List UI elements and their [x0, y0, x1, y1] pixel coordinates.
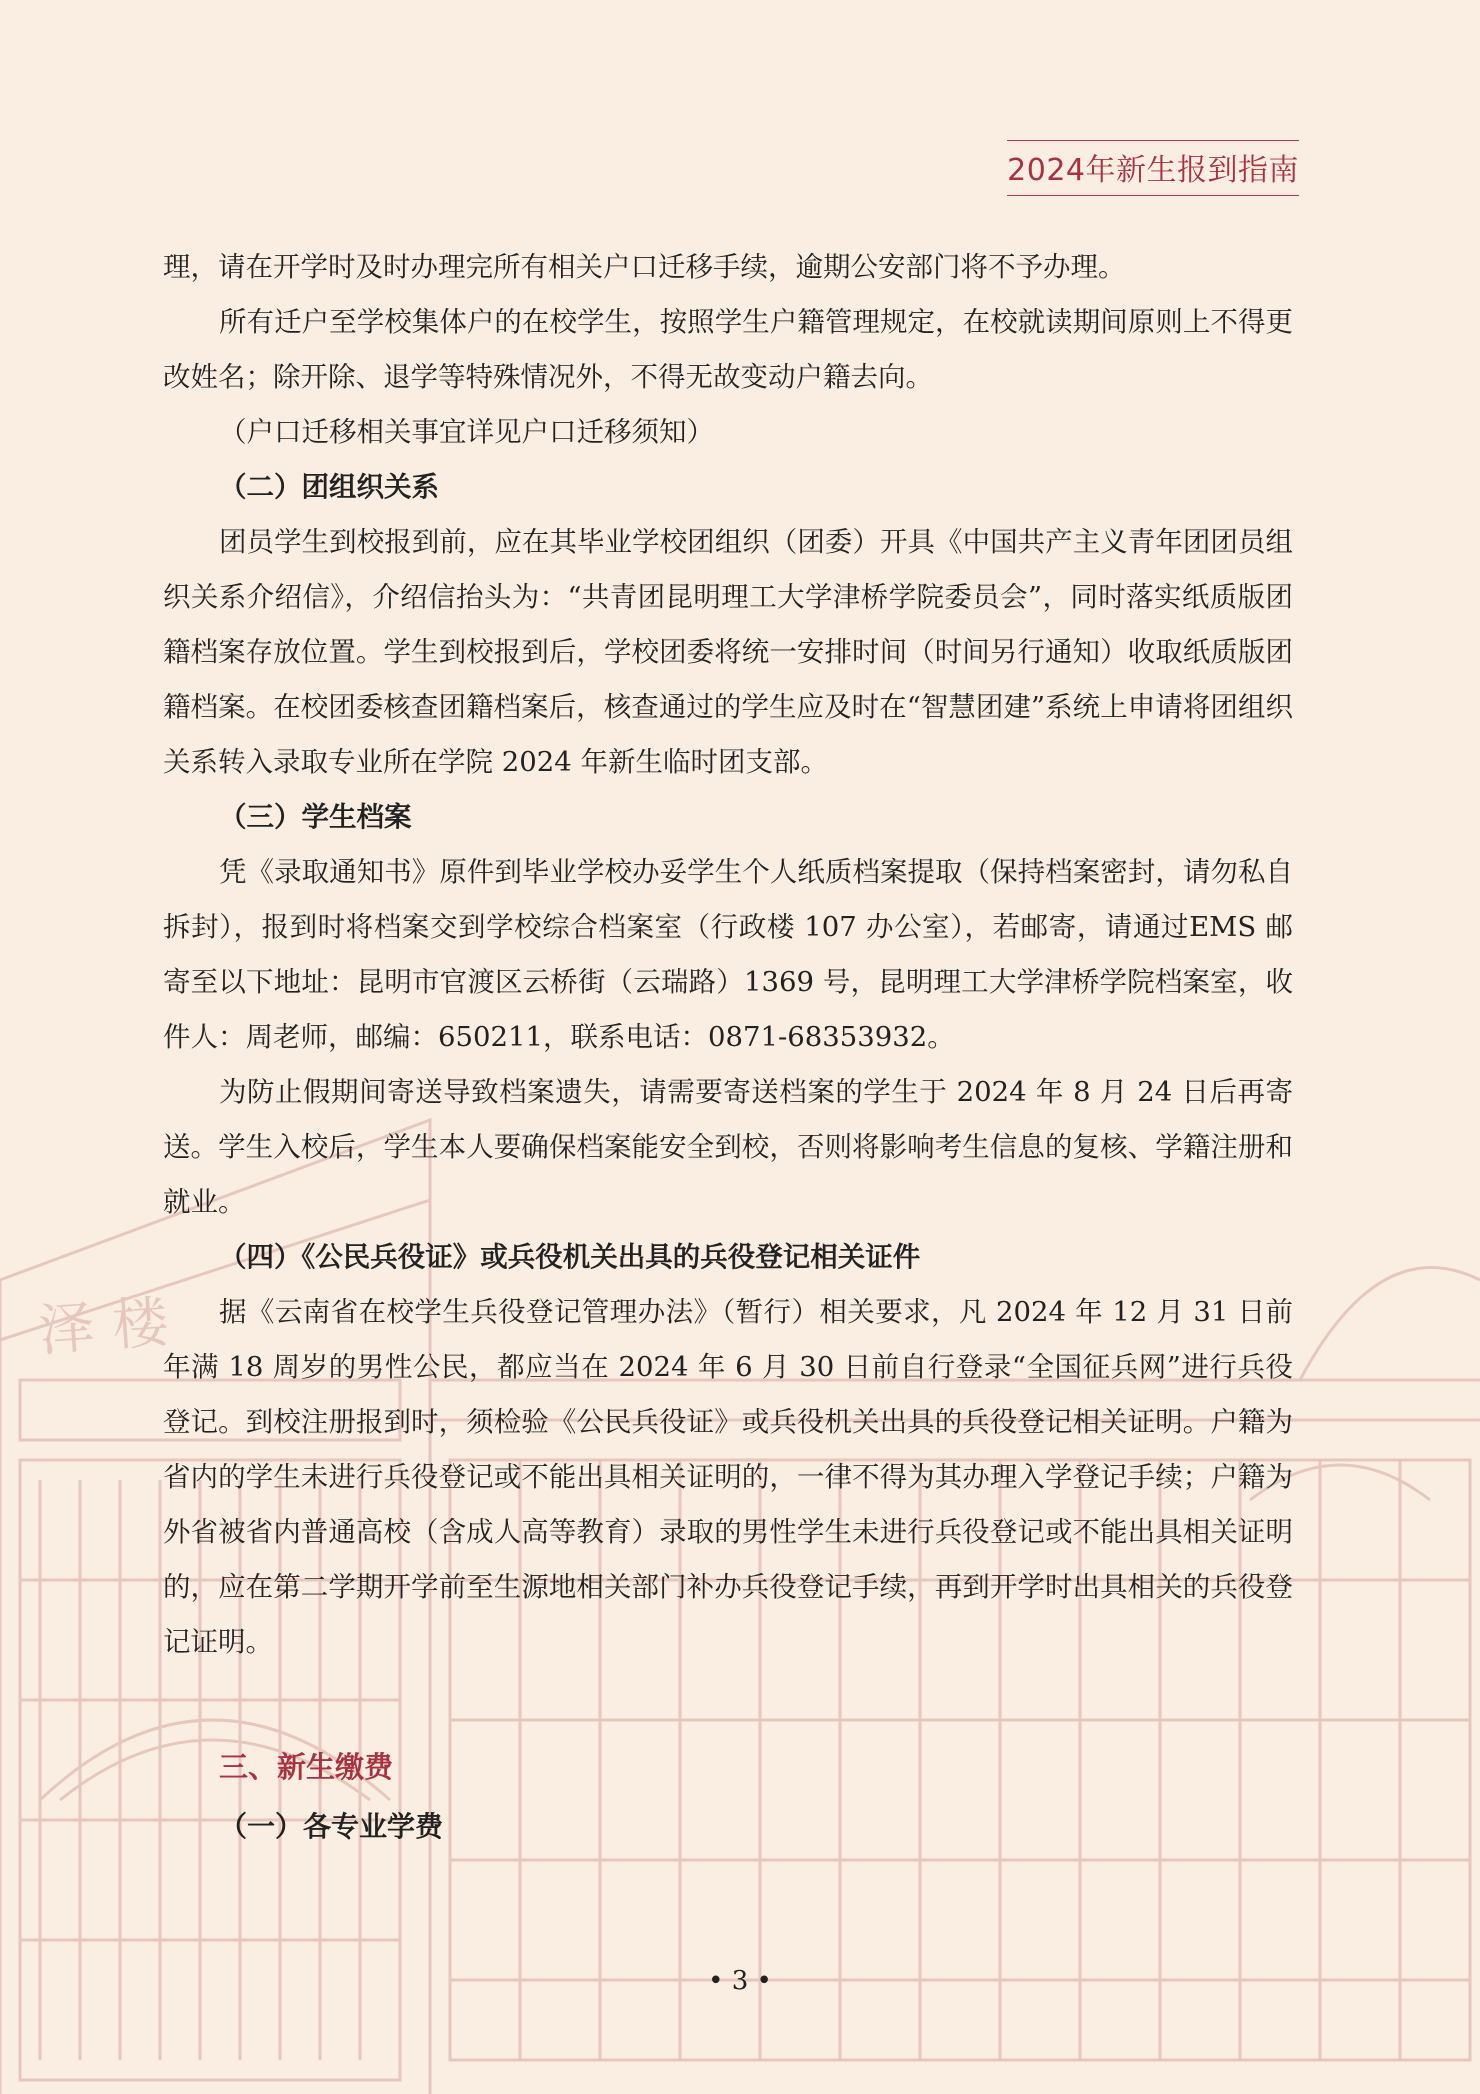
- section-heading: （三）学生档案: [219, 801, 412, 833]
- paragraph: 团员学生到校报到前，应在其毕业学校团组织（团委）开具《中国共产主义青年团团员组织关系介绍信》，介绍信抬头为：“共青团昆明理工大学津桥学院委员会”，同时落实纸质版团籍档案存放位置。学生到校报到后，学校团委将统一安排时间（时间另行通知）收取纸质版团籍档案。在校团委核查团籍档案后，核查通过的学生应及时在“智慧团建”系统上申请将团组织关系转入录取专业所在学院 2024 年新生临时团支部。: [163, 526, 1293, 778]
- paragraph: 所有迁户至学校集体户的在校学生，按照学生户籍管理规定，在校就读期间原则上不得更改姓名；除开除、退学等特殊情况外，不得无故变动户籍去向。: [163, 306, 1293, 393]
- paragraph: 凭《录取通知书》原件到毕业学校办妥学生个人纸质档案提取（保持档案密封，请勿私自拆封），报到时将档案交到学校综合档案室（行政楼 107 办公室），若邮寄，请通过EMS 邮寄至以下地址：昆明市官渡区云桥街（云瑞路）1369 号，昆明理工大学津桥学院档案室，收件人：周老师，邮编：650211，联系电话：0871-68353932。: [163, 856, 1293, 1053]
- paragraph: 理，请在开学时及时办理完所有相关户口迁移手续，逾期公安部门将不予办理。: [163, 251, 1126, 283]
- note-paragraph: （户口迁移相关事宜详见户口迁移须知）: [219, 416, 714, 448]
- page-header-title: 2024年新生报到指南: [1007, 140, 1299, 196]
- chapter-title: 三、新生缴费: [219, 1750, 394, 1784]
- section-heading: （四）《公民兵役证》或兵役机关出具的兵役登记相关证件: [219, 1241, 921, 1273]
- document-body: [163, 240, 1293, 1670]
- page-number: • 3 •: [708, 1966, 772, 1996]
- section-heading: （一）各专业学费: [219, 1810, 444, 1843]
- paragraph: 为防止假期间寄送导致档案遗失，请需要寄送档案的学生于 2024 年 8 月 24 日后再寄送。学生入校后，学生本人要确保档案能安全到校，否则将影响考生信息的复核、学籍注册和就业。: [163, 1076, 1293, 1218]
- paragraph: 据《云南省在校学生兵役登记管理办法》（暂行）相关要求，凡 2024 年 12 月 31 日前年满 18 周岁的男性公民，都应当在 2024 年 6 月 30 日前自行登录“全国征兵网”进行兵役登记。到校注册报到时，须检验《公民兵役证》或兵役机关出具的兵役登记相关证明。户籍为省内的学生未进行兵役登记或不能出具相关证明的，一律不得为其办理入学登记手续；户籍为外省被省内普通高校（含成人高等教育）录取的男性学生未进行兵役登记或不能出具相关证明的，应在第二学期开学前至生源地相关部门补办兵役登记手续，再到开学时出具相关的兵役登记证明。: [163, 1296, 1293, 1658]
- watermark-text: 泽 楼: [36, 1290, 171, 1364]
- section-heading: （二）团组织关系: [219, 471, 439, 503]
